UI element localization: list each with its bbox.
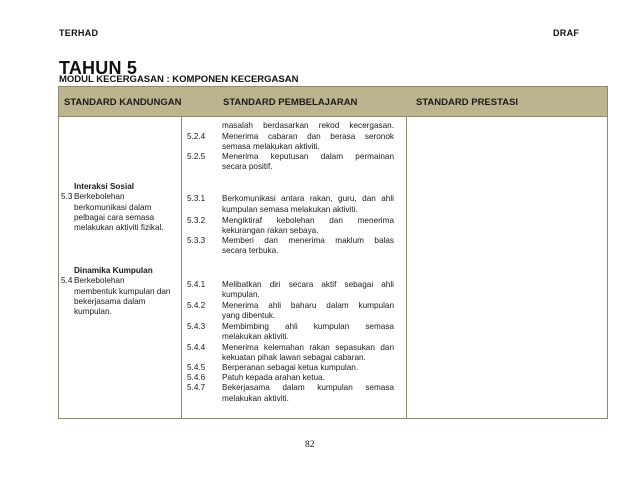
learning-standard-number: 5.3.2 — [187, 216, 206, 225]
header-left-label: TERHAD — [59, 28, 99, 38]
content-standard-text: berkomunikasi dalam — [74, 203, 152, 212]
learning-standard-number: 5.4.2 — [187, 301, 206, 310]
table-header-row — [58, 86, 608, 117]
page-subtitle: MODUL KECERGASAN : KOMPONEN KECERGASAN — [59, 74, 299, 85]
learning-standard-number: 5.4.5 — [187, 363, 206, 372]
learning-standard-text: Melibatkan diri secara aktif sebagai ahli — [222, 280, 394, 289]
learning-standard-text: melakukan aktiviti. — [222, 332, 289, 341]
learning-standard-number: 5.4.6 — [187, 373, 206, 382]
page-title: TAHUN 5 — [59, 58, 138, 78]
learning-standard-number: 5.3.1 — [187, 194, 206, 203]
learning-standard-text: kekurangan rakan sebaya. — [222, 226, 319, 235]
learning-standard-text: Patuh kepada arahan ketua. — [222, 373, 325, 382]
learning-standard-text: Mengiktiraf kebolehan dan menerima — [222, 216, 394, 225]
column-header-standard-pembelajaran: STANDARD PEMBELAJARAN — [223, 97, 358, 108]
learning-standard-number: 5.2.4 — [187, 132, 206, 141]
header-right-label: DRAF — [553, 28, 580, 38]
learning-standard-text: Menerima ahli baharu dalam kumpulan — [222, 301, 394, 310]
learning-standard-number: 5.4.4 — [187, 343, 206, 352]
learning-standard-text: kumpulan. — [222, 290, 260, 299]
learning-standard-text: Memberi dan menerima maklum balas — [222, 236, 394, 245]
learning-standard-text: Berkomunikasi antara rakan, guru, dan ahli — [222, 194, 394, 203]
content-standard-number: 5.3 — [61, 192, 73, 201]
learning-standard-text: Bekerjasama dalam kumpulan semasa — [222, 383, 394, 392]
content-standard-heading: Interaksi Sosial — [74, 182, 135, 191]
learning-standard-number: 5.4.3 — [187, 322, 206, 331]
learning-standard-text: kekuatan pihak lawan sebagai cabaran. — [222, 353, 366, 362]
learning-standard-text: secara terbuka. — [222, 246, 279, 255]
learning-standard-text: Membimbing ahli kumpulan semasa — [222, 322, 394, 331]
learning-standard-text: secara positif. — [222, 162, 273, 171]
column-header-standard-kandungan: STANDARD KANDUNGAN — [64, 97, 182, 108]
learning-standard-text: Menerima cabaran dan berasa seronok — [222, 132, 394, 141]
learning-standard-text: melakukan aktiviti. — [222, 394, 289, 403]
content-standard-text: Berkebolehan — [74, 276, 125, 285]
column-header-standard-prestasi: STANDARD PRESTASI — [416, 97, 519, 108]
learning-standard-text: Berperanan sebagai ketua kumpulan. — [222, 363, 359, 372]
learning-standard-number: 5.3.3 — [187, 236, 206, 245]
content-standard-text: membentuk kumpulan dan — [74, 287, 171, 296]
learning-standard-text: Menerima kelemahan rakan sepasukan dan — [222, 343, 394, 352]
content-standard-text: Berkebolehan — [74, 192, 125, 201]
content-standard-text: kumpulan. — [74, 307, 112, 316]
learning-standard-text: yang dibentuk. — [222, 311, 276, 320]
learning-standard-text: masalah berdasarkan rekod kecergasan. — [222, 121, 394, 130]
content-standard-number: 5.4 — [61, 276, 73, 285]
column-divider — [181, 117, 182, 419]
content-standard-text: melakukan aktiviti fizikal. — [74, 223, 164, 232]
standards-table — [58, 86, 608, 419]
learning-standard-number: 5.4.1 — [187, 280, 206, 289]
content-standard-text: bekerjasama dalam — [74, 297, 146, 306]
learning-standard-number: 5.2.5 — [187, 152, 206, 161]
learning-standard-number: 5.4.7 — [187, 383, 206, 392]
learning-standard-text: kumpulan semasa melakukan aktiviti. — [222, 205, 358, 214]
page-number: 82 — [305, 440, 315, 450]
learning-standard-text: semasa melakukan aktiviti. — [222, 142, 320, 151]
learning-standard-text: Menerima keputusan dalam permainan — [222, 152, 394, 161]
content-standard-text: pelbagai cara semasa — [74, 213, 155, 222]
content-standard-heading: Dinamika Kumpulan — [74, 266, 153, 275]
column-divider — [406, 117, 407, 419]
